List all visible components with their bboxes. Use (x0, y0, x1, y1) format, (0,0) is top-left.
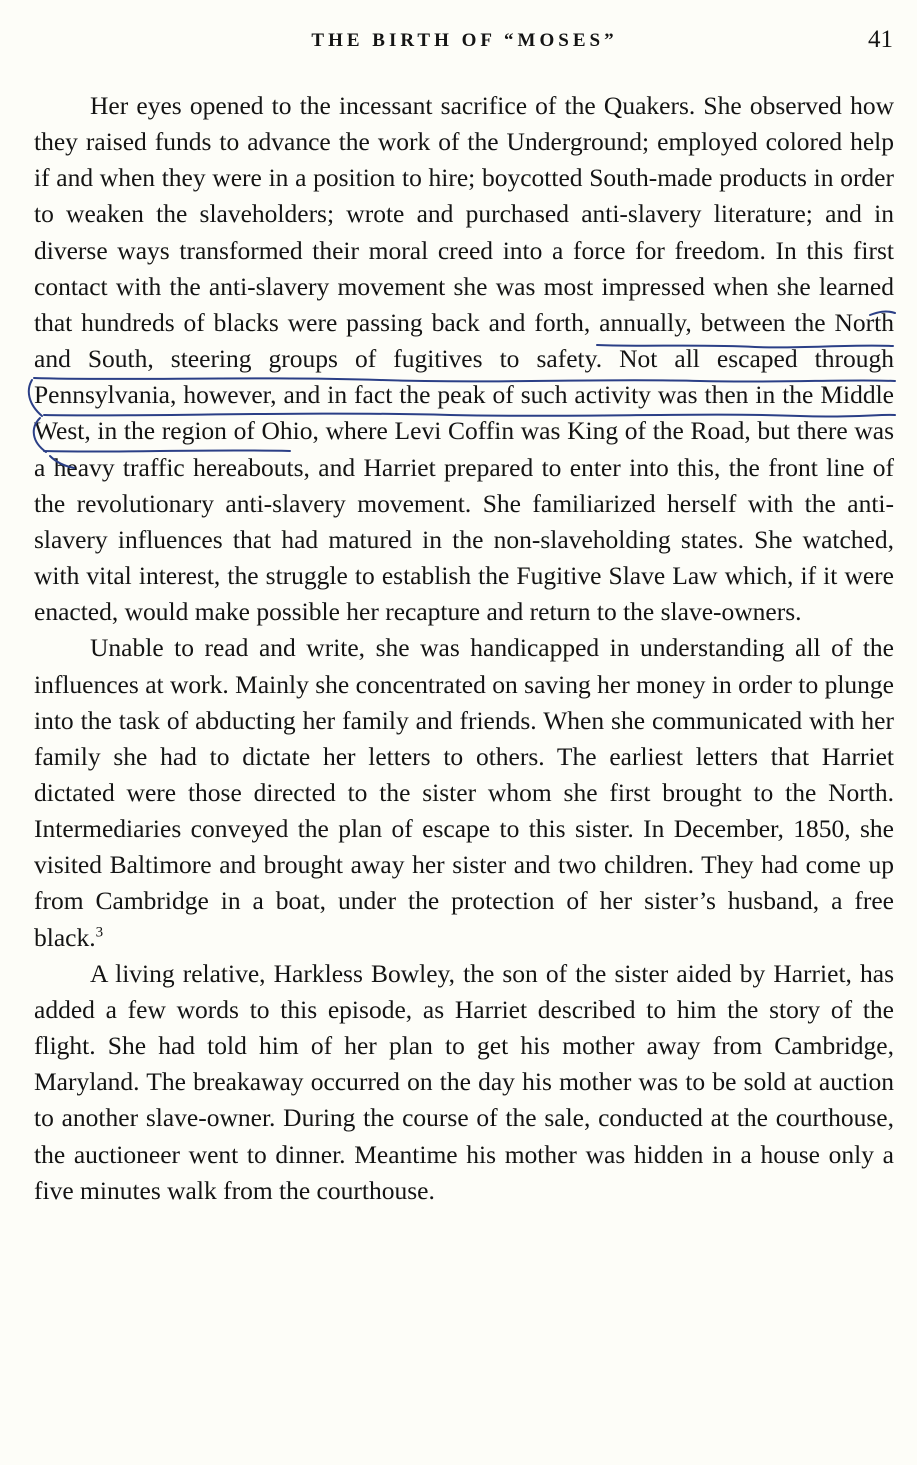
paragraph (34, 630, 894, 955)
page-header (36, 26, 893, 60)
paragraph (34, 956, 894, 1209)
running-head: THE BIRTH OF “MOSES” (311, 30, 618, 51)
page-number: 41 (868, 26, 893, 53)
footnote-marker: 3 (95, 924, 104, 941)
body-text (34, 88, 894, 1209)
paragraph-text: Her eyes opened to the incessant sacrifice of the Quakers. She observed how they raised funds to advance the work of the Underground; employed colored help if and when they were in a position to hire; boycotted South-made products in order to weaken the slaveholders; wrote and purchased anti-slavery literature; and in diverse ways transformed their moral creed into a force for freedom. In this first contact with the anti-slavery movement she was most impressed when she learned that hundreds of blacks were passing back and forth, annually, between the North and South, steering groups of fugitives to safety. Not all escaped through Pennsylvania, however, and in fact the peak of such activity was then in the Middle West, in the region of Ohio, where Levi Coffin was King of the Road, but there was a heavy traffic hereabouts, and Harriet prepared to enter into this, the front line of the revolutionary anti-slavery movement. She familiarized herself with the anti-slavery influences that had matured in the non-slaveholding states. She watched, with vital interest, the struggle to establish the Fugitive Slave Law which, if it were enacted, would make possible her recapture and return to the slave-owners. (34, 91, 894, 627)
paragraph-text: Unable to read and write, she was handicapped in understanding all of the influences at work. Mainly she concentrated on saving her money in order to plunge into the task of abducting her family and friends. When she communicated with her family she had to dictate her letters to others. The earliest letters that Harriet dictated were those directed to the sister whom she first brought to the North. Intermediaries conveyed the plan of escape to this sister. In December, 1850, she visited Baltimore and brought away her sister and two children. They had come up from Cambridge in a boat, under the protection of her sister’s husband, a free black. (34, 633, 894, 952)
paragraph-text: A living relative, Harkless Bowley, the son of the sister aided by Harriet, has added a few words to this episode, as Harriet described to him the story of the flight. She had told him of her plan to get his mother away from Cambridge, Maryland. The breakaway occurred on the day his mother was to be sold at auction to another slave-owner. During the course of the sale, conducted at the courthouse, the auctioneer went to dinner. Meantime his mother was hidden in a house only a five minutes walk from the courthouse. (34, 958, 894, 1205)
paragraph (34, 88, 894, 630)
